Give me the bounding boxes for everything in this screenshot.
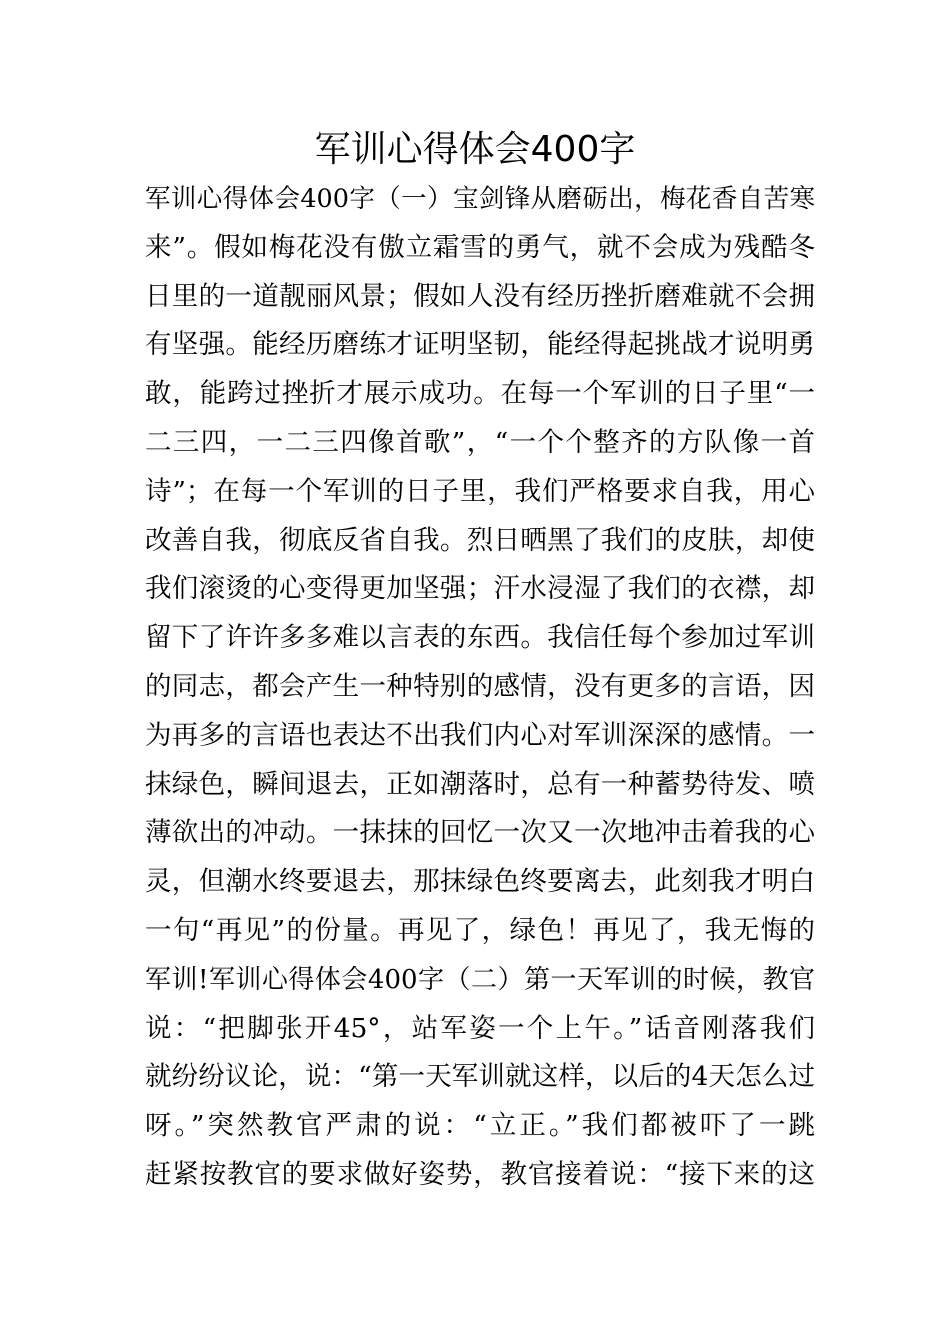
body-line: 的同志，都会产生一种特别的感情，没有更多的言语，因 [145,670,815,702]
body-line: 敢，能跨过挫折才展示成功。在每一个军训的日子里“一 [145,378,815,410]
body-line: 军训!军训心得体会400字（二）第一天军训的时候，教官 [145,964,815,995]
document-body [145,175,815,1200]
body-line: 抹绿色，瞬间退去，正如潮落时，总有一种蓄势待发、喷 [145,768,815,800]
body-line: 薄欲出的冲动。一抹抹的回忆一次又一次地冲击着我的心 [145,817,815,849]
body-line: 一句“再见”的份量。再见了，绿色！再见了，我无悔的 [145,914,815,946]
body-line: 我们滚烫的心变得更加坚强；汗水浸湿了我们的衣襟，却 [145,573,815,605]
document-title: 军训心得体会400字 [314,129,636,170]
body-line: 来”。假如梅花没有傲立霜雪的勇气，就不会成为残酷冬 [145,231,815,263]
body-line: 灵，但潮水终要退去，那抹绿色终要离去，此刻我才明白 [145,866,815,898]
body-line: 改善自我，彻底反省自我。烈日晒黑了我们的皮肤，却使 [145,524,815,556]
body-line: 二三四，一二三四像首歌”，“一个个整齐的方队像一首 [145,426,815,458]
body-line: 诗”；在每一个军训的日子里，我们严格要求自我，用心 [145,475,815,507]
body-line: 留下了许许多多难以言表的东西。我信任每个参加过军训 [145,622,815,654]
body-line: 赶紧按教官的要求做好姿势，教官接着说：“接下来的这 [145,1158,815,1190]
body-line: 军训心得体会400字（一）宝剑锋从磨砺出，梅花香自苦寒 [145,184,815,214]
body-line: 就纷纷议论，说：“第一天军训就这样，以后的4天怎么过 [145,1061,815,1093]
body-line: 说：“把脚张开45°，站军姿一个上午。”话音刚落我们 [145,1012,815,1044]
body-line: 为再多的言语也表达不出我们内心对军训深深的感情。一 [145,719,815,751]
body-line: 有坚强。能经历磨练才证明坚韧，能经得起挑战才说明勇 [145,329,815,361]
body-line: 日里的一道靓丽风景；假如人没有经历挫折磨难就不会拥 [145,280,815,312]
body-line: 呀。”突然教官严肃的说：“立正。”我们都被吓了一跳 [145,1110,815,1142]
